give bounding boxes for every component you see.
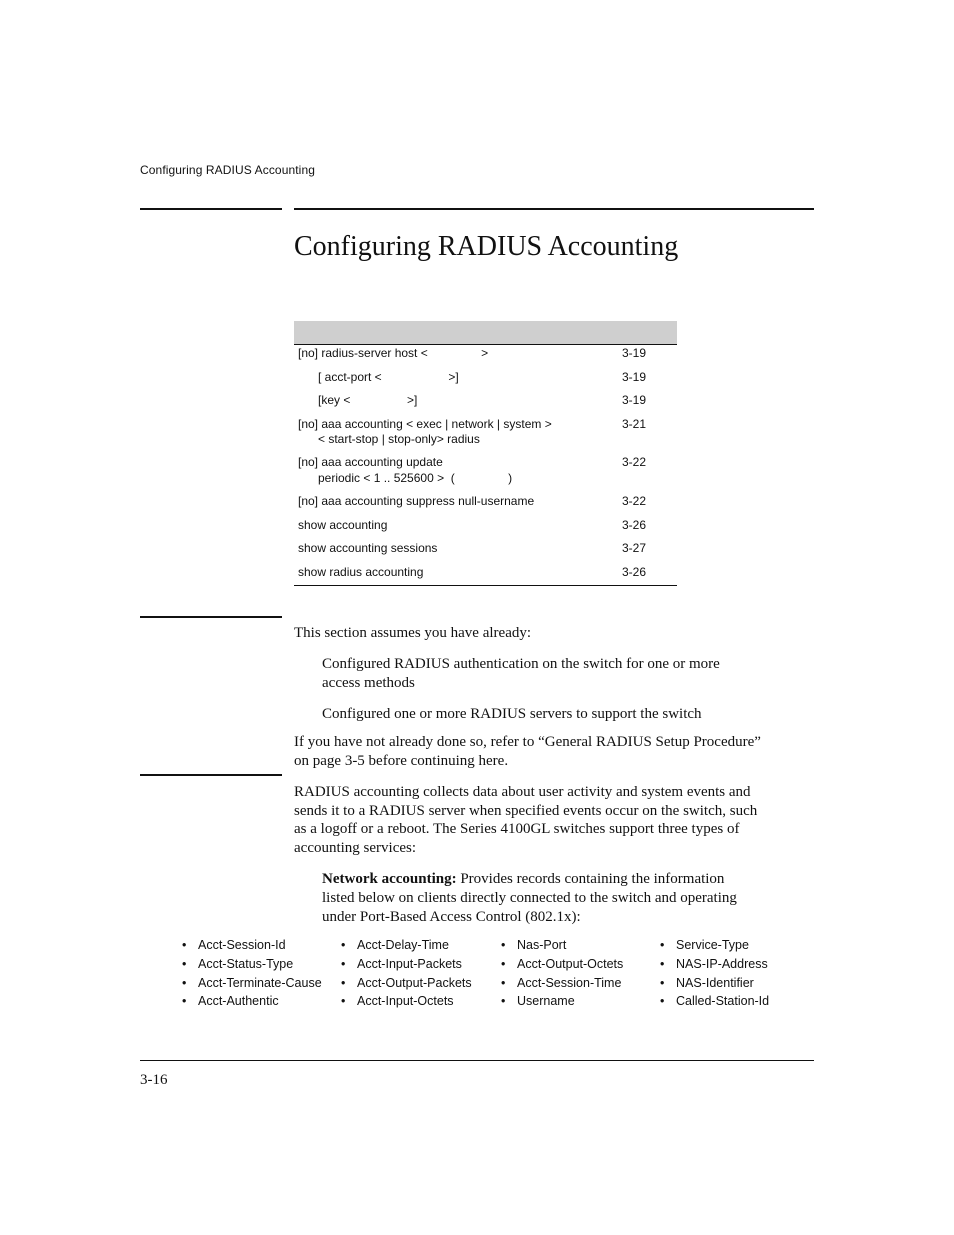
attribute-list-item: • Service-Type <box>676 936 749 955</box>
table-row-cmd: [no] aaa accounting update <box>298 455 443 469</box>
attribute-list-item: • Acct-Status-Type <box>198 955 293 974</box>
header-rule-left <box>140 208 282 210</box>
prereq-item-1: Configured RADIUS authentication on the switch for one or more <box>322 656 720 672</box>
page-title: Configuring RADIUS Accounting <box>294 231 679 262</box>
prereq-item-2: Configured one or more RADIUS servers to support the switch <box>322 706 702 722</box>
attribute-list-item: • Acct-Input-Packets <box>357 955 462 974</box>
attribute-list-item: • NAS-Identifier <box>676 974 754 993</box>
prereq-item-1-continued: access methods <box>322 675 415 691</box>
table-row-page: 3-27 <box>622 541 647 555</box>
table-row-page: 3-21 <box>622 417 647 431</box>
network-accounting-line <box>322 870 724 889</box>
network-accounting-line: listed below on clients directly connected to the switch and operating <box>322 890 737 906</box>
attribute-list-item: • Acct-Output-Octets <box>517 955 623 974</box>
prereq-intro: This section assumes you have already: <box>294 625 532 641</box>
table-row-cmd: [no] aaa accounting suppress null-username <box>298 494 535 508</box>
attribute-list-item: • Username <box>517 992 575 1011</box>
attribute-list-item: • Acct-Session-Time <box>517 974 621 993</box>
section-rule-introduction <box>140 774 282 776</box>
table-row-cmd: [no] aaa accounting < exec | network | system > <box>298 417 552 431</box>
table-row-cmd-continued: periodic < 1 .. 525600 > ( ) <box>318 471 513 485</box>
table-row-page: 3-26 <box>622 518 647 532</box>
page-number: 3-16 <box>140 1072 168 1088</box>
network-accounting-line: under Port-Based Access Control (802.1x): <box>322 909 581 925</box>
attribute-list-item: • Called-Station-Id <box>676 992 769 1011</box>
table-row-cmd: show accounting <box>298 518 388 532</box>
table-row-page: 3-26 <box>622 565 647 579</box>
footer-rule <box>140 1060 814 1061</box>
prereq-followup-continued: on page 3-5 before continuing here. <box>294 753 509 769</box>
attribute-list-item: • Acct-Session-Id <box>198 936 286 955</box>
running-header: Configuring RADIUS Accounting <box>140 163 315 177</box>
table-row-page: 3-19 <box>622 393 647 407</box>
attribute-list-item: • Acct-Delay-Time <box>357 936 449 955</box>
table-row-page: 3-19 <box>622 346 647 360</box>
prereq-followup: If you have not already done so, refer to “General RADIUS Setup Procedure” <box>294 734 761 750</box>
table-row-page: 3-22 <box>622 494 647 508</box>
intro-line: accounting services: <box>294 840 417 856</box>
table-row-page: 3-19 <box>622 370 647 384</box>
attribute-list-item: • Acct-Input-Octets <box>357 992 454 1011</box>
table-row-cmd: [no] radius-server host < > <box>298 346 489 360</box>
header-rule-main <box>294 208 814 210</box>
section-rule-prerequisites <box>140 616 282 618</box>
table-row-cmd: show accounting sessions <box>298 541 438 555</box>
command-table-header <box>294 321 677 345</box>
command-table-bottom-rule <box>294 585 677 586</box>
table-row-cmd: [key < >] <box>318 393 418 407</box>
attribute-list-item: • Nas-Port <box>517 936 566 955</box>
table-row-cmd: [ acct-port < >] <box>318 370 459 384</box>
intro-line: RADIUS accounting collects data about user activity and system events and <box>294 784 751 800</box>
network-accounting-label: Network accounting: <box>322 871 457 887</box>
table-row-cmd-continued: < start-stop | stop-only> radius <box>318 432 480 446</box>
attribute-list-item: • Acct-Authentic <box>198 992 279 1011</box>
network-accounting-text: Provides records containing the information <box>456 871 725 887</box>
attribute-list-item: • Acct-Output-Packets <box>357 974 472 993</box>
table-row-page: 3-22 <box>622 455 647 469</box>
attribute-list-item: • NAS-IP-Address <box>676 955 768 974</box>
table-row-cmd: show radius accounting <box>298 565 424 579</box>
attribute-list-item: • Acct-Terminate-Cause <box>198 974 322 993</box>
intro-line: as a logoff or a reboot. The Series 4100GL switches support three types of <box>294 821 740 837</box>
intro-line: sends it to a RADIUS server when specified events occur on the switch, such <box>294 803 758 819</box>
